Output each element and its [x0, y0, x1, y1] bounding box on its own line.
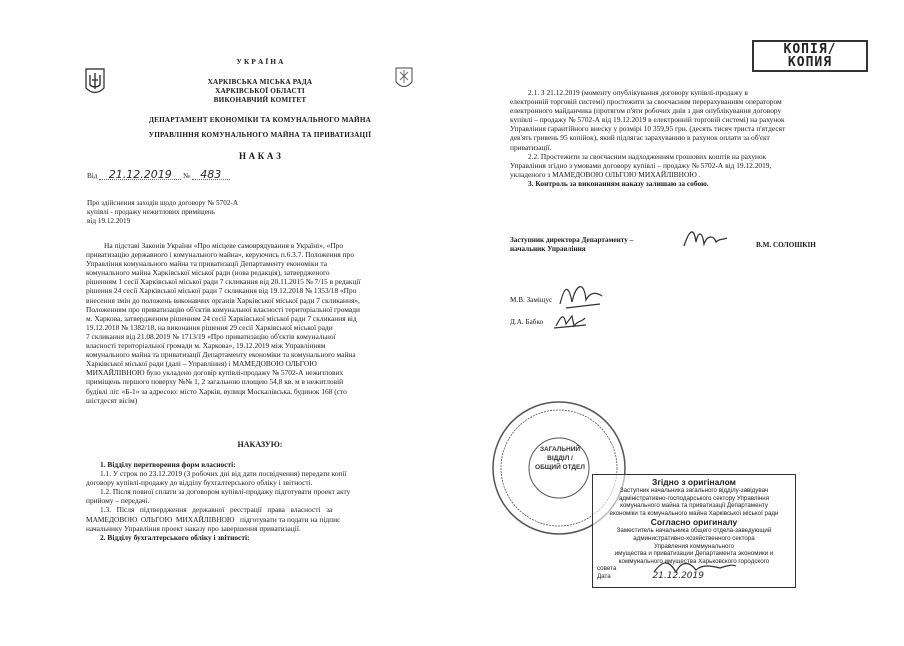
order-item: електронного майданчика (протягом п'яти робочих днів з дня опублікування договору: [510, 106, 782, 116]
ukraine-coat-of-arms-icon: [84, 68, 106, 98]
certify-line: административно-хозяйственного сектора: [633, 534, 755, 542]
order-item: 2. Відділу бухгалтерського обліку і звітності:: [100, 532, 250, 542]
preamble-line: Положенням про приватизацію об'єктів комунальної власності територіальної громади: [86, 304, 360, 314]
approval-signature-icon: [552, 310, 588, 332]
certify-line: коммунального имущества Харьковского городского: [618, 557, 770, 565]
date-prefix: Від: [87, 172, 98, 180]
preamble-line: власності територіальної громади м. Харкова», 19.12.2019 між Управлінням: [86, 341, 326, 351]
preamble-line: МИХАЙЛІВНОЮ було укладено договір купівлі-продажу № 5702-А нежитлових: [86, 368, 344, 378]
preamble-line: рішення 24 сесії Харківської міської ради 7 скликання від 19.12.2018 № 1353/18 «Про: [86, 286, 357, 296]
subject-line: купівлі - продажу нежитлових приміщень: [87, 208, 216, 216]
round-seal-center: [530, 445, 590, 472]
preamble-line: Управління комунального майна та приватизації Департаменту економіки та: [86, 259, 327, 269]
header-department: ДЕПАРТАМЕНТ ЕКОНОМІКИ ТА КОМУНАЛЬНОГО МАЙНА: [148, 116, 372, 124]
order-item: договору купівлі-продажу до відділу бухгалтерського обліку і звітності.: [86, 478, 313, 488]
copy-stamp-line: КОПИЯ: [787, 55, 833, 70]
order-items-right: [510, 88, 845, 188]
order-item: укладеного з МАМЕДОВОЮ ОЛЬГОЮ МИХАЙЛІВНОЮ .: [510, 169, 701, 179]
approval-name: Д.А. Бабко: [510, 318, 544, 326]
preamble-line: комунального майна та приватизації Департаменту економіки та комунального майна: [86, 350, 356, 360]
order-item: 1. Відділу перетворення форм власності:: [100, 460, 236, 469]
certify-title-ru: Согласно оригиналу: [650, 517, 738, 528]
approval-signature-icon: [556, 278, 606, 312]
certify-line: имущества и приватизации Департамента экономики и: [614, 550, 774, 558]
director-signature-icon: [680, 224, 730, 254]
preamble-line: приватизацію державного і комунального майна», керуючись п.6.3.7. Положення про: [86, 250, 355, 260]
certify-line: Управления коммунального: [653, 542, 735, 550]
order-item: 1.1. У строк по 23.12.2019 (3 робочих дні від дати посвідчення) передати копії: [100, 469, 347, 479]
signatory-role-line: Заступник директора Департаменту –: [510, 236, 634, 244]
preamble-line: приміщень першого поверху №№ 1, 2 загальною площею 54,8 кв. м в нежитловій: [86, 377, 344, 387]
preamble-line: м. Харкова, затвердженим рішенням 24 сесії Харківської міської ради 7 скликання від: [86, 313, 357, 323]
certify-date-handwritten: 21.12.2019: [652, 570, 704, 581]
order-item: 1.2. Після повної сплати за договором купівлі-продажу підготувати проект акту: [100, 487, 351, 497]
subject-block: [87, 199, 327, 226]
preamble-line: комунального майна Харківської міської ради (нова редакція), затвердженого: [86, 268, 330, 278]
signatory-role: [510, 236, 670, 254]
date-number-line: [87, 170, 267, 182]
preamble-line: Харківської міської ради (далі – Управління) і МАМЕДОВОЮ ОЛЬГОЮ: [86, 359, 317, 369]
order-item: 3. Контроль за виконанням наказу залишаю за собою.: [528, 178, 709, 188]
subject-line: Про здійснення заходів щодо договору № 5702-А: [87, 199, 239, 207]
preamble-line: 7 скликання від 21.08.2019 № 1713/19 «Про приватизацію об'єктів комунальної: [86, 331, 336, 341]
copy-stamp-line: КОПІЯ/: [783, 42, 837, 57]
seal-text: ВІДДІЛ /: [547, 455, 573, 462]
header-committee: ВИКОНАВЧИЙ КОМІТЕТ: [213, 96, 307, 104]
order-item: Управління гарантійного внеску у розмірі 10 359,95 грн. (десять тисяч триста п'ятдесят: [510, 124, 786, 134]
preamble-line: 19.12.2018 № 1382/18, на виконання рішення 29 сесії Харківської міської ради: [86, 322, 333, 332]
certify-title-ua: Згідно з оригіналом: [652, 477, 736, 487]
certify-line: Заступник начальника загального відділу-завідувач: [619, 487, 769, 494]
approval-name: М.В. Заміщус: [510, 296, 553, 304]
date-handwritten: 21.12.2019: [99, 170, 181, 180]
order-item: купівлі – продажу № 5702-А від 19.12.2019 в електронній торговій системі) на рахунок: [510, 115, 785, 125]
certify-line: економіки та комунального майна Харківської міської ради: [609, 509, 779, 517]
order-item: дев'ять гривень 95 копійок), який підлягає зарахуванню в рахунок оплати за об'єкт: [510, 133, 770, 143]
order-item: 2.1. З 21.12.2019 (моменту опублікування договору купівлі-продажу в: [528, 88, 748, 97]
header-region: ХАРКІВСЬКОЇ ОБЛАСТІ: [215, 87, 305, 95]
preamble-line: внесення змін до положень виконавчих органів Харківської міської ради 7 скликання»,: [86, 295, 360, 305]
copy-stamp: [752, 40, 868, 72]
doc-type: Н А К А З: [238, 151, 282, 161]
header-council: ХАРКІВСЬКА МІСЬКА РАДА: [207, 78, 313, 86]
order-item: електронній торговій системі) простежити за своєчасним перерахуванням оператором: [510, 97, 782, 107]
order-title: НАКАЗУЮ:: [237, 440, 283, 449]
header-country: У К Р А Ї Н А: [236, 58, 284, 66]
certify-line: Заместитель начальника общего отдела-заведующий: [616, 527, 772, 535]
order-item: прийому – передачі.: [86, 496, 150, 506]
order-item: МАМЕДОВОЮ ОЛЬГОЮ МИХАЙЛІВНОЮ підготувати та подати на підпис: [86, 514, 341, 524]
preamble-line: рішенням 1 сесії Харківської міської ради 7 скликання від 20.11.2015 № 7/15 в редакції: [86, 277, 361, 287]
order-item: 2.2. Простежити за своєчасним надходженням грошових коштів на рахунок: [528, 151, 767, 161]
certify-signature-icon: [650, 556, 740, 580]
seal-text: ОБЩИЙ ОТДЕЛ: [535, 464, 585, 471]
order-item: приватизації.: [510, 142, 552, 152]
order-items-left: [86, 460, 430, 542]
order-item: Управління згідно з умовами договору купівлі – продажу № 5702-А від 19.12.2019,: [510, 160, 772, 170]
certify-line: комунального майна та приватизації Департаменту: [620, 502, 768, 510]
number-handwritten: 483: [192, 170, 230, 180]
certify-date-label: Дата: [597, 572, 611, 580]
order-item: 1.3. Після підтвердження державної реєстрації права власності за: [100, 505, 333, 515]
preamble-line: будівлі літ. «Б-1» за адресою: місто Харків, вулиця Москалівська, будинок 168 (сто: [86, 386, 347, 396]
order-item: начальнику Управління проект наказу про завершення приватизації.: [86, 523, 301, 533]
preamble-line: На підставі Законів України «Про місцеве самоврядування в Україні», «Про: [104, 241, 344, 250]
seal-text: ЗАГАЛЬНИЙ: [539, 446, 581, 453]
signatory-name: В.М. СОЛОШКІН: [756, 241, 816, 249]
certify-council: совета: [597, 565, 617, 573]
number-prefix: №: [183, 172, 190, 180]
header-directorate: УПРАВЛІННЯ КОМУНАЛЬНОГО МАЙНА ТА ПРИВАТИЗАЦІЇ: [148, 131, 372, 139]
certify-line: адміністративно-господарського сектору Управління: [618, 494, 770, 502]
kharkiv-emblem-icon: [394, 66, 414, 92]
subject-line: від 19.12.2019: [87, 217, 131, 225]
preamble-block: [86, 241, 430, 405]
preamble-line: шістдесят вісім): [86, 395, 138, 405]
signatory-role-line: начальник Управління: [510, 245, 586, 253]
